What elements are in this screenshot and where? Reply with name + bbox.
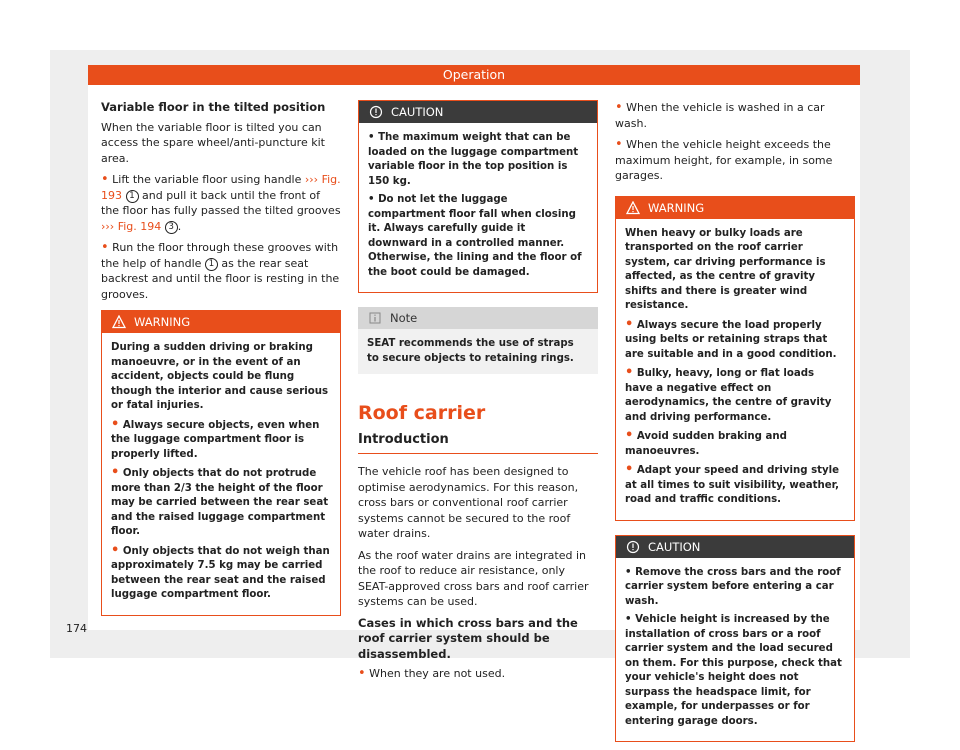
warning-body: When heavy or bulky loads are transported on the roof carrier system, car driving performance is affected, as the centre of gravity shifts and there is greater wind resistance. • Always secure the load properly using belts or retaining straps that are suitable and in a good condition. • Bulky, heavy, long or flat loads have a negative effect on aerodynamics, the centre of gravity and driving performance. • Avoid sudden braking and manoeuvres. • Adapt your speed and driving style at all times to suit visibility, weather, road and traffic conditions. (616, 219, 854, 520)
note-header: Note (358, 307, 598, 329)
page-number: 174 (66, 622, 87, 635)
caution-body (616, 558, 854, 742)
heading: Variable floor in the tilted position (101, 100, 326, 114)
note-body: SEAT recommends the use of straps to secure objects to retaining rings. (367, 338, 574, 364)
caution-header: CAUTION (616, 536, 854, 558)
bullet-icon: • (111, 416, 120, 432)
paragraph: As the roof water drains are integrated in the roof to reduce air resistance, only SEAT-approved cross bars and roof carrier systems can be used. (358, 548, 589, 608)
figure-link[interactable]: ››› Fig. 193 (101, 173, 341, 202)
warning-header: WARNING (102, 311, 340, 333)
info-circle-icon (626, 540, 640, 554)
callout-number: 1 (205, 258, 218, 271)
callout-number: 1 (126, 190, 139, 203)
heading: Cases in which cross bars and the roof carrier system should be disassembled. (358, 615, 578, 661)
list-item: • Run the floor through these grooves with the help of handle 1 as the rear seat backrest and until the floor is resting in the grooves. (101, 240, 340, 301)
note-box (358, 307, 598, 374)
column-2 (358, 100, 598, 688)
warning-box (101, 310, 341, 616)
list-item: • Always secure the load properly using belts or retaining straps that are suitable and in a good condition. (625, 316, 837, 360)
warning-box (615, 196, 855, 521)
list-item: • Do not let the luggage compartment floor fall when closing it. Always carefully guide it downward in a controlled manner. Otherwise, the lining and the floor of the boot could be damaged. (368, 194, 582, 278)
paragraph: When the variable floor is tilted you can access the spare wheel/anti-puncture kit area. (101, 120, 325, 165)
figure-link[interactable]: ››› Fig. 194 (101, 219, 162, 233)
list-item: • When they are not used. (358, 666, 506, 681)
column-3 (615, 100, 855, 750)
list-item: • Always secure objects, even when the luggage compartment floor is properly lifted. (111, 416, 320, 460)
bullet-icon: • (615, 137, 623, 152)
list-item: • When the vehicle is washed in a car wash. (615, 100, 825, 130)
warning-triangle-icon (626, 201, 640, 215)
bullet-icon: • (625, 365, 634, 380)
bullet-icon: • (625, 428, 634, 443)
list-item: • Only objects that do not weigh than approximately 7.5 kg may be carried between the rear seat and the raised luggage compartment floor. (111, 542, 330, 600)
list-item: • When the vehicle height exceeds the maximum height, for example, in some garages. (615, 137, 833, 182)
bullet-icon: • (111, 542, 120, 558)
list-item: • The maximum weight that can be loaded on the luggage compartment variable floor in the top position is 150 kg. (368, 132, 579, 187)
list-item: • Remove the cross bars and the roof carrier system before entering a car wash. (625, 566, 841, 607)
warning-body: During a sudden driving or braking manoeuvre, or in the event of an accident, objects could be flung though the interior and cause serious or fatal injuries. • Always secure objects, even when the luggage compartment floor is properly lifted. • Only objects that do not protrude more than 2/3 the height of the floor may be carried between the rear seat and the raised luggage compartment floor. • Only objects that do not weigh than approximately 7.5 kg may be carried between the rear seat and the raised luggage compartment floor. (102, 333, 340, 615)
bullet-icon: • (358, 666, 366, 681)
caution-header: CAUTION (359, 101, 597, 123)
bullet-icon: • (111, 465, 120, 480)
subsection-title: Introduction (358, 432, 598, 455)
caution-box (615, 535, 855, 743)
section-title: Roof carrier (358, 402, 486, 424)
callout-number: 3 (165, 221, 178, 234)
bullet-icon: • (625, 462, 634, 477)
paragraph: The vehicle roof has been designed to optimise aerodynamics. For this reason, cross bars or conventional roof carrier systems cannot be secured to the roof water drains. (358, 465, 579, 540)
bullet-icon: • (625, 316, 634, 332)
list-item: • Avoid sudden braking and manoeuvres. (625, 428, 787, 457)
list-item: • Only objects that do not protrude more than 2/3 the height of the floor may be carried between the rear seat and the raised luggage compartment floor. (111, 465, 329, 537)
bullet-icon: • (101, 240, 109, 255)
info-circle-icon (369, 105, 383, 119)
warning-triangle-icon (112, 315, 126, 329)
list-item: • Vehicle height is increased by the installation of cross bars or a roof carrier system and the load secured on them. For this purpose, check that your vehicle's height does not surpass the headspace limit, for example, for underpasses or for entering garage doors. (625, 614, 842, 727)
list-item: • Bulky, heavy, long or flat loads have a negative effect on aerodynamics, the centre of gravity and driving performance. (625, 365, 832, 423)
section-header: Operation (88, 65, 860, 85)
bullet-icon: • (101, 172, 109, 187)
list-item: • Adapt your speed and driving style at all times to suit visibility, weather, road and traffic conditions. (625, 462, 840, 505)
column-1 (101, 100, 341, 624)
caution-body (359, 123, 597, 292)
bullet-icon: • (615, 100, 623, 115)
list-item: • Lift the variable floor using handle ››› Fig. 193 1 and pull it back until the front of the floor has fully passed the tilted grooves ››› Fig. 194 3 . (101, 172, 341, 233)
caution-box (358, 100, 598, 293)
warning-header: WARNING (616, 197, 854, 219)
info-icon (368, 311, 382, 325)
